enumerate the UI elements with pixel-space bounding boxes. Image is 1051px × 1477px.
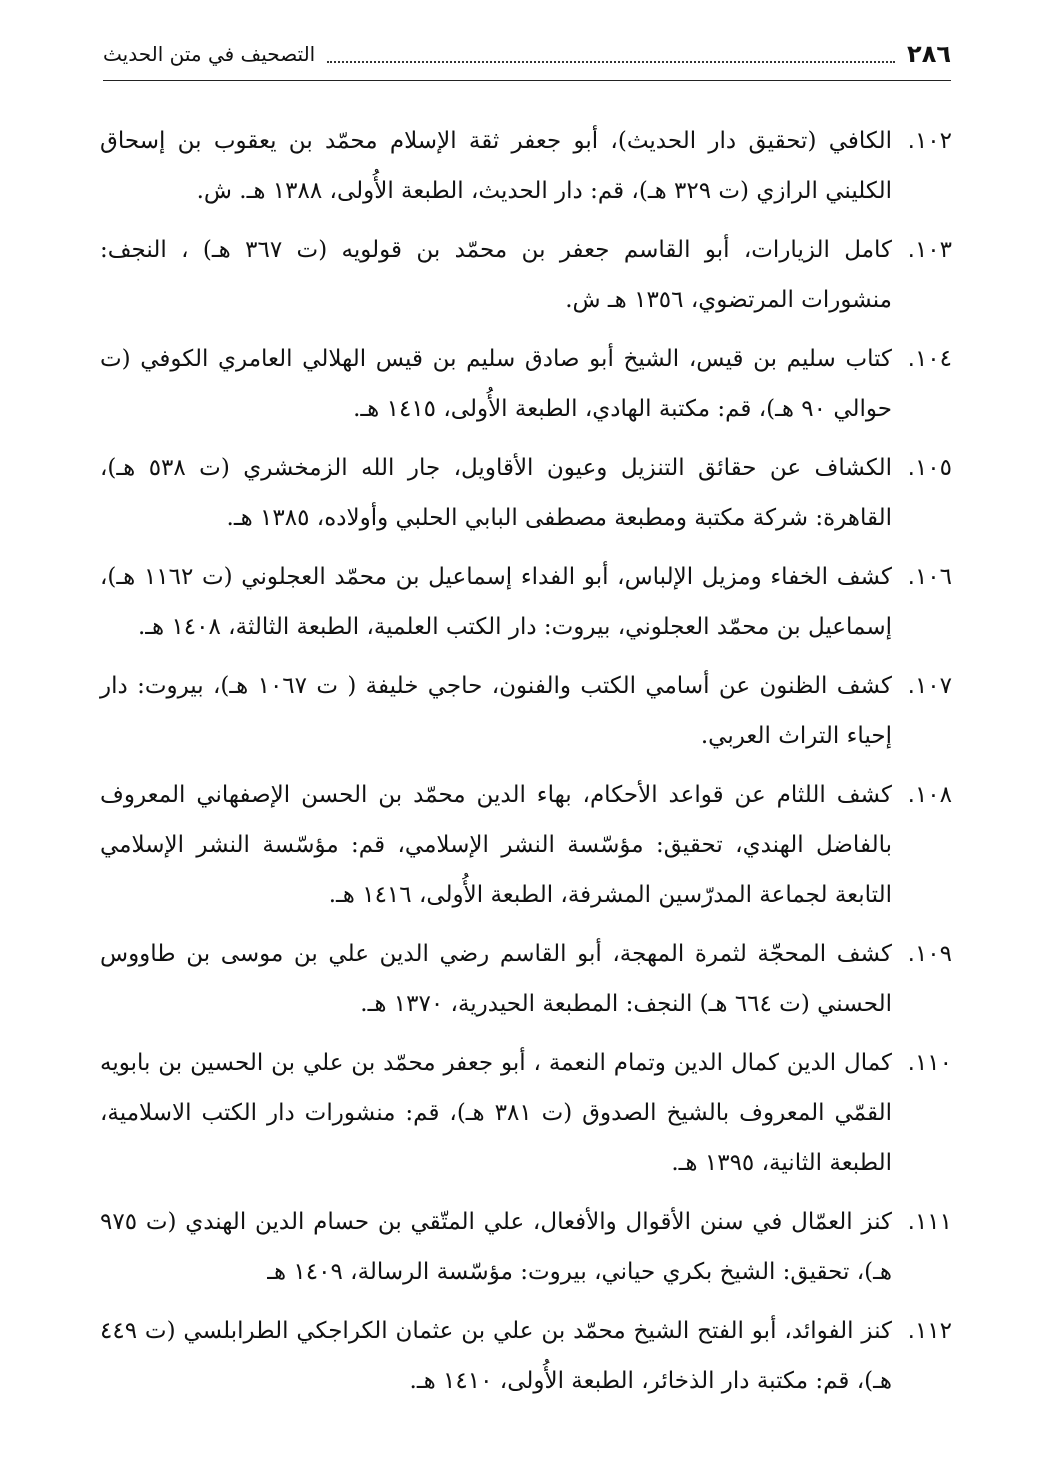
entry-text: الكشاف عن حقائق التنزيل وعيون الأقاويل، جار الله الزمخشري (ت ٥٣٨ هـ)، القاهرة: شركة مكتبة ومطبعة مصطفى البابي الحلبي وأولاده، ١٣٨٥ هـ. [100,455,892,531]
entry-number: ١٠٤. [907,346,952,372]
entry-text: كامل الزيارات، أبو القاسم جعفر بن محمّد بن قولويه (ت ٣٦٧ هـ) ، النجف: منشورات المرتضوي، ١٣٥٦ هـ ش. [100,237,892,313]
header-dot-leader [327,61,895,63]
entry-text: كتاب سليم بن قيس، الشيخ أبو صادق سليم بن قيس الهلالي العامري الكوفي (ت حوالي ٩٠ هـ)، قم: مكتبة الهادي، الطبعة الأُولى، ١٤١٥ هـ. [100,346,892,422]
bibliography-entry [100,334,952,434]
entry-number: ١٠٨. [907,782,952,808]
entry-number: ١٠٩. [907,941,952,967]
bibliography-entry [100,443,952,543]
running-header [103,34,951,74]
entry-number: ١١٢. [907,1318,952,1344]
entry-number: ١١٠. [907,1050,952,1076]
entry-text: كشف الظنون عن أسامي الكتب والفنون، حاجي خليفة ( ت ١٠٦٧ هـ)، بيروت: دار إحياء التراث العربي. [100,673,892,749]
entry-text: كنز الفوائد، أبو الفتح الشيخ محمّد بن علي بن عثمان الكراجكي الطرابلسي (ت ٤٤٩ هـ)، قم: مكتبة دار الذخائر، الطبعة الأُولى، ١٤١٠ هـ. [100,1318,892,1394]
bibliography-entry [100,1197,952,1297]
header-rule [103,80,951,81]
entry-text: كمال الدين كمال الدين وتمام النعمة ، أبو جعفر محمّد بن علي بن الحسين بن بابويه القمّي المعروف بالشيخ الصدوق (ت ٣٨١ هـ)، قم: منشورات دار الكتب الاسلامية، الطبعة الثانية، ١٣٩٥ هـ. [100,1050,893,1176]
entry-number: ١٠٥. [907,455,952,481]
entry-text: كنز العمّال في سنن الأقوال والأفعال، علي المتّقي بن حسام الدين الهندي (ت ٩٧٥ هـ)، تحقيق: الشيخ بكري حياني، بيروت: مؤسّسة الرسالة، ١٤٠٩ هـ [100,1209,892,1285]
entry-text: كشف الخفاء ومزيل الإلباس، أبو الفداء إسماعيل بن محمّد العجلوني (ت ١١٦٢ هـ)، إسماعيل بن محمّد العجلوني، بيروت: دار الكتب العلمية، الطبعة الثالثة، ١٤٠٨ هـ. [100,564,893,640]
entry-number: ١٠٦. [907,564,952,590]
entry-number: ١٠٢. [907,128,952,154]
bibliography-entry [100,116,952,216]
entry-text: كشف اللثام عن قواعد الأحكام، بهاء الدين محمّد بن الحسن الإصفهاني المعروف بالفاضل الهندي، تحقيق: مؤسّسة النشر الإسلامي، قم: مؤسّسة النشر الإسلامي التابعة لجماعة المدرّسين المشرفة، الطبعة الأُولى، ١٤١٦ هـ. [100,782,892,908]
page-number: ٢٨٦ [907,40,951,68]
bibliography-entry [100,661,952,761]
entry-number: ١٠٣. [907,237,952,263]
bibliography-entry [100,552,952,652]
entry-text: كشف المحجّة لثمرة المهجة، أبو القاسم رضي الدين علي بن موسى بن طاووس الحسني (ت ٦٦٤ هـ) النجف: المطبعة الحيدرية، ١٣٧٠ هـ. [100,941,892,1017]
bibliography-entry [100,770,952,920]
bibliography-list [100,116,952,1415]
entry-number: ١١١. [907,1209,952,1235]
bibliography-entry [100,225,952,325]
bibliography-entry [100,1038,952,1188]
bibliography-entry [100,929,952,1029]
entry-text: الكافي (تحقيق دار الحديث)، أبو جعفر ثقة الإسلام محمّد بن يعقوب بن إسحاق الكليني الرازي (ت ٣٢٩ هـ)، قم: دار الحديث، الطبعة الأُولى، ١٣٨٨ هـ. ش. [100,128,892,204]
bibliography-entry [100,1306,952,1406]
running-title: التصحيف في متن الحديث [103,42,316,66]
entry-number: ١٠٧. [907,673,952,699]
